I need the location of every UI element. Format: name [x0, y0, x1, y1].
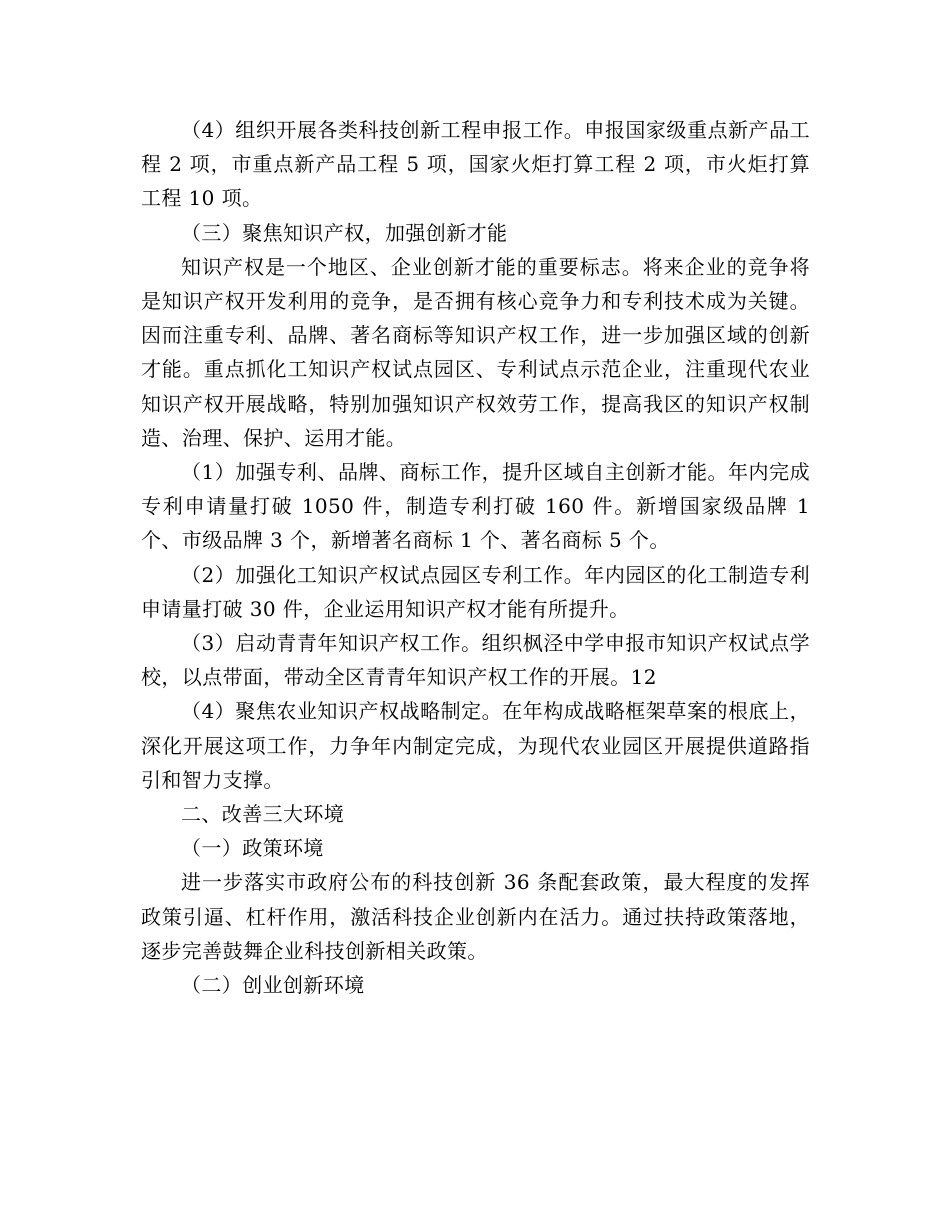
subsection-heading-policy: （一）政策环境	[181, 836, 324, 861]
section-heading-environments: 二、改善三大环境	[181, 802, 345, 827]
paragraph-ip-overview: 知识产权是一个地区、企业创新才能的重要标志。将来企业的竞争将是知识产权开发利用的竞争，是否拥有核心竞争力和专利技术成为关键。因而注重专利、品牌、著名商标等知识产权工作，进一步加强区域的创新才能。重点抓化工知识产权试点园区、专利试点示范企业，注重现代农业知识产权开展战略，特别加强知识产权效劳工作，提高我区的知识产权制造、治理、保护、运用才能。	[141, 254, 810, 450]
paragraph-item-4-innovation-projects: （4）组织开展各类科技创新工程申报工作。申报国家级重点新产品工程 2 项，市重点新产品工程 5 项，国家火炬打算工程 2 项，市火炬打算工程 10 项。	[141, 118, 810, 211]
subsection-heading-entrepreneurship: （二）创业创新环境	[181, 973, 365, 998]
paragraph-item-1-patents: （1）加强专利、品牌、商标工作，提升区域自主创新才能。年内完成专利申请量打破 1050 件，制造专利打破 160 件。新增国家级品牌 1 个、市级品牌 3 个，新增著名商标 1 个、著名商标 5 个。	[141, 460, 810, 553]
paragraph-item-3-youth-ip: （3）启动青青年知识产权工作。组织枫泾中学申报市知识产权试点学校，以点带面，带动全区青青年知识产权工作的开展。12	[141, 631, 810, 690]
section-heading-ip: （三）聚焦知识产权，加强创新才能	[181, 220, 508, 245]
paragraph-item-2-chemical-park: （2）加强化工知识产权试点园区专利工作。年内园区的化工制造专利申请量打破 30 件，企业运用知识产权才能有所提升。	[141, 562, 810, 621]
document-body	[141, 113, 810, 1002]
paragraph-item-4-agriculture-ip: （4）聚焦农业知识产权战略制定。在年构成战略框架草案的根底上，深化开展这项工作，力争年内制定完成，为现代农业园区开展提供道路指引和智力支撑。	[141, 699, 810, 792]
paragraph-policy: 进一步落实市政府公布的科技创新 36 条配套政策，最大程度的发挥政策引逼、杠杆作用，激活科技企业创新内在活力。通过扶持政策落地，逐步完善鼓舞企业科技创新相关政策。	[141, 870, 810, 963]
